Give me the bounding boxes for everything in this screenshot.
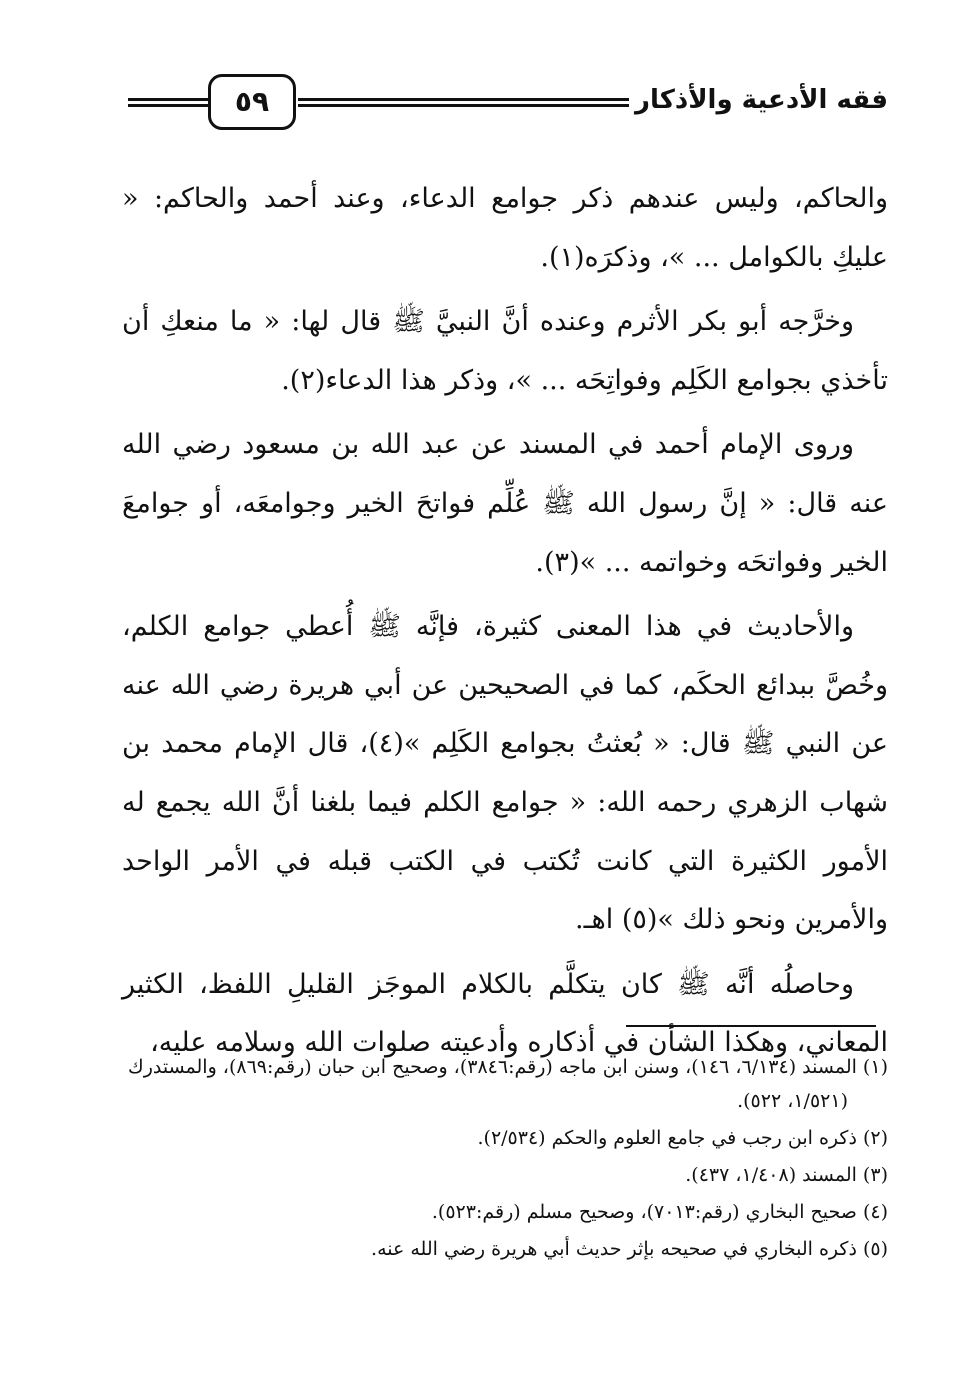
- paragraph: وخرَّجه أبو بكر الأثرم وعنده أنَّ النبيَّ ﷺ قال لها: « ما منعكِ أن تأخذي بجوامع الكَلِم وفواتِحَه ... »، وذكر هذا الدعاء(٢).: [122, 306, 888, 396]
- footnote: (٥) ذكره البخاري في صحيحه بإثر حديث أبي هريرة رضي الله عنه.: [371, 1238, 888, 1260]
- footnote: (٢) ذكره ابن رجب في جامع العلوم والحكم (٢/٥٣٤).: [477, 1127, 888, 1149]
- page-header: [128, 74, 888, 134]
- page-number: ٥٩: [208, 74, 296, 130]
- header-rule-left: [128, 98, 208, 110]
- footnote-separator: [626, 1025, 876, 1027]
- footnote: (٣) المسند (١/٤٠٨، ٤٣٧).: [685, 1164, 888, 1186]
- main-text: [122, 170, 888, 1079]
- footnotes: [118, 1050, 888, 1269]
- footnote: (١) المسند (٦/١٣٤، ١٤٦)، وسنن ابن ماجه (رقم:٣٨٤٦)، وصحيح ابن حبان (رقم:٨٦٩)، والمستدرك (١/٥٢١، ٥٢٢).: [128, 1056, 888, 1112]
- paragraph: والأحاديث في هذا المعنى كثيرة، فإنَّه ﷺ أُعطي جوامع الكلم، وخُصَّ ببدائع الحكَم، كما في الصحيحين عن أبي هريرة رضي الله عنه عن النبي ﷺ قال: « بُعثتُ بجوامع الكَلِم »(٤)، قال الإمام محمد بن شهاب الزهري رحمه الله: « جوامع الكلم فيما بلغنا أنَّ الله يجمع له الأمور الكثيرة التي كانت تُكتب في الكتب قبله في الأمر الواحد والأمرين ونحو ذلك »(٥) اهـ.: [122, 611, 889, 936]
- paragraph: وروى الإمام أحمد في المسند عن عبد الله بن مسعود رضي الله عنه قال: « إنَّ رسول الله ﷺ عُلِّم فواتحَ الخير وجوامعَه، أو جوامعَ الخير وفواتحَه وخواتمه ... »(٣).: [122, 429, 888, 578]
- header-rule-right: [298, 98, 670, 110]
- running-title: فقه الأدعية والأذكار: [629, 80, 888, 120]
- paragraph: والحاكم، وليس عندهم ذكر جوامع الدعاء، وعند أحمد والحاكم: « عليكِ بالكوامل ... »، وذكرَه(١).: [122, 183, 888, 273]
- footnote: (٤) صحيح البخاري (رقم:٧٠١٣)، وصحيح مسلم (رقم:٥٢٣).: [431, 1201, 888, 1223]
- paragraph: وحاصلُه أنَّه ﷺ كان يتكلَّم بالكلام الموجَز القليلِ اللفظ، الكثير المعاني، وهكذا الشأن في أذكاره وأدعيته صلوات الله وسلامه عليه،: [122, 968, 888, 1059]
